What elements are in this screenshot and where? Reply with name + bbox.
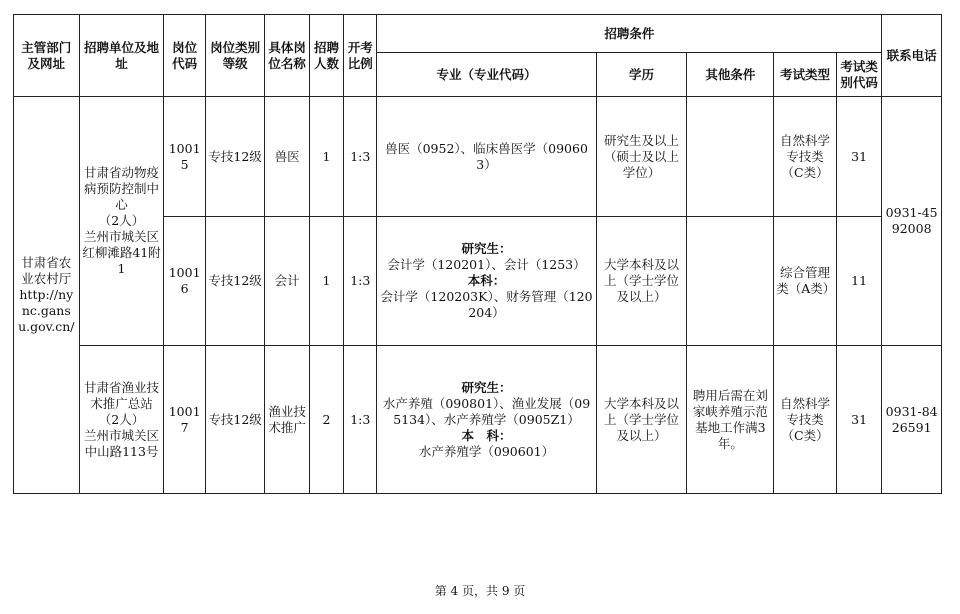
- unit-cell: [79, 346, 164, 494]
- exam-type-cell: 自然科学专技类（C类）: [774, 346, 837, 494]
- unit-cell: [79, 97, 164, 346]
- header-category: 岗位类别等级: [205, 15, 265, 97]
- recruitment-table: [13, 14, 942, 494]
- header-position: 具体岗位名称: [265, 15, 309, 97]
- unit-count: （2人）: [98, 213, 145, 228]
- exam-code-cell: 31: [836, 346, 881, 494]
- table-row: [14, 346, 942, 494]
- code-cell: 10015: [164, 97, 205, 217]
- major-text: 兽医（0952）、临床兽医学（090603）: [385, 140, 588, 172]
- other-cell: 聘用后需在刘家峡养殖示范基地工作满3年。: [687, 346, 774, 494]
- exam-code-cell: 31: [836, 97, 881, 217]
- ratio-cell: 1:3: [344, 217, 377, 346]
- category-cell: 专技12级: [205, 217, 265, 346]
- other-cell: [687, 97, 774, 217]
- dept-name: 甘肃省农业农村厅: [21, 255, 72, 286]
- header-count: 招聘人数: [309, 15, 343, 97]
- major-text: 水产养殖学（090601）: [418, 443, 555, 459]
- header-dept: 主管部门及网址: [14, 15, 80, 97]
- position-cell: 会计: [265, 217, 309, 346]
- unit-address: 兰州市城关区中山路113号: [84, 427, 160, 459]
- unit-address: 兰州市城关区红柳滩路41附1: [82, 229, 161, 276]
- header-other: 其他条件: [687, 53, 774, 97]
- unit-count: （2人）: [98, 411, 145, 427]
- exam-code-cell: 11: [836, 217, 881, 346]
- other-cell: [687, 217, 774, 346]
- code-cell: 10017: [164, 346, 205, 494]
- phone-cell: 0931-4592008: [882, 97, 942, 346]
- major-label: 本科：: [467, 273, 506, 288]
- header-ratio: 开考比例: [344, 15, 377, 97]
- header-conditions: 招聘条件: [377, 15, 882, 53]
- dept-url[interactable]: http://nync.gansu.gov.cn/: [18, 287, 75, 334]
- code-cell: 10016: [164, 217, 205, 346]
- major-text: 水产养殖（090801）、渔业发展（095134）、水产养殖学（0905Z1）: [382, 395, 591, 427]
- count-cell: 2: [309, 346, 343, 494]
- major-cell: [377, 346, 596, 494]
- ratio-cell: 1:3: [344, 346, 377, 494]
- page-footer: 第 4 页，共 9 页: [434, 584, 526, 598]
- major-cell: [377, 97, 596, 217]
- major-text: 会计学（120203K）、财务管理（120204）: [380, 289, 593, 320]
- category-cell: 专技12级: [205, 97, 265, 217]
- exam-type-cell: 综合管理类（A类）: [774, 217, 837, 346]
- header-exam-type: 考试类型: [774, 53, 837, 97]
- major-label: 本 科：: [461, 427, 512, 443]
- header-exam-code: 考试类别代码: [836, 53, 881, 97]
- header-edu: 学历: [596, 53, 687, 97]
- phone-cell: 0931-8426591: [882, 346, 942, 494]
- edu-cell: 研究生及以上（硕士及以上学位）: [596, 97, 687, 217]
- edu-cell: 大学本科及以上（学士学位及以上）: [596, 346, 687, 494]
- header-code: 岗位代码: [164, 15, 205, 97]
- table-row: [14, 97, 942, 217]
- edu-cell: 大学本科及以上（学士学位及以上）: [596, 217, 687, 346]
- major-label: 研究生：: [461, 379, 512, 395]
- unit-name: 甘肃省动物疫病预防控制中心: [84, 165, 160, 212]
- exam-type-cell: 自然科学专技类（C类）: [774, 97, 837, 217]
- position-cell: 兽医: [265, 97, 309, 217]
- count-cell: 1: [309, 217, 343, 346]
- header-major: 专业（专业代码）: [377, 53, 596, 97]
- major-label: 研究生：: [461, 241, 512, 256]
- header-phone: 联系电话: [882, 15, 942, 97]
- position-cell: 渔业技术推广: [265, 346, 309, 494]
- count-cell: 1: [309, 97, 343, 217]
- header-unit: 招聘单位及地址: [79, 15, 164, 97]
- major-cell: [377, 217, 596, 346]
- category-cell: 专技12级: [205, 346, 265, 494]
- major-text: 会计学（120201）、会计（1253）: [387, 257, 586, 272]
- ratio-cell: 1:3: [344, 97, 377, 217]
- unit-name: 甘肃省渔业技术推广总站: [84, 379, 160, 411]
- dept-cell: [14, 97, 80, 494]
